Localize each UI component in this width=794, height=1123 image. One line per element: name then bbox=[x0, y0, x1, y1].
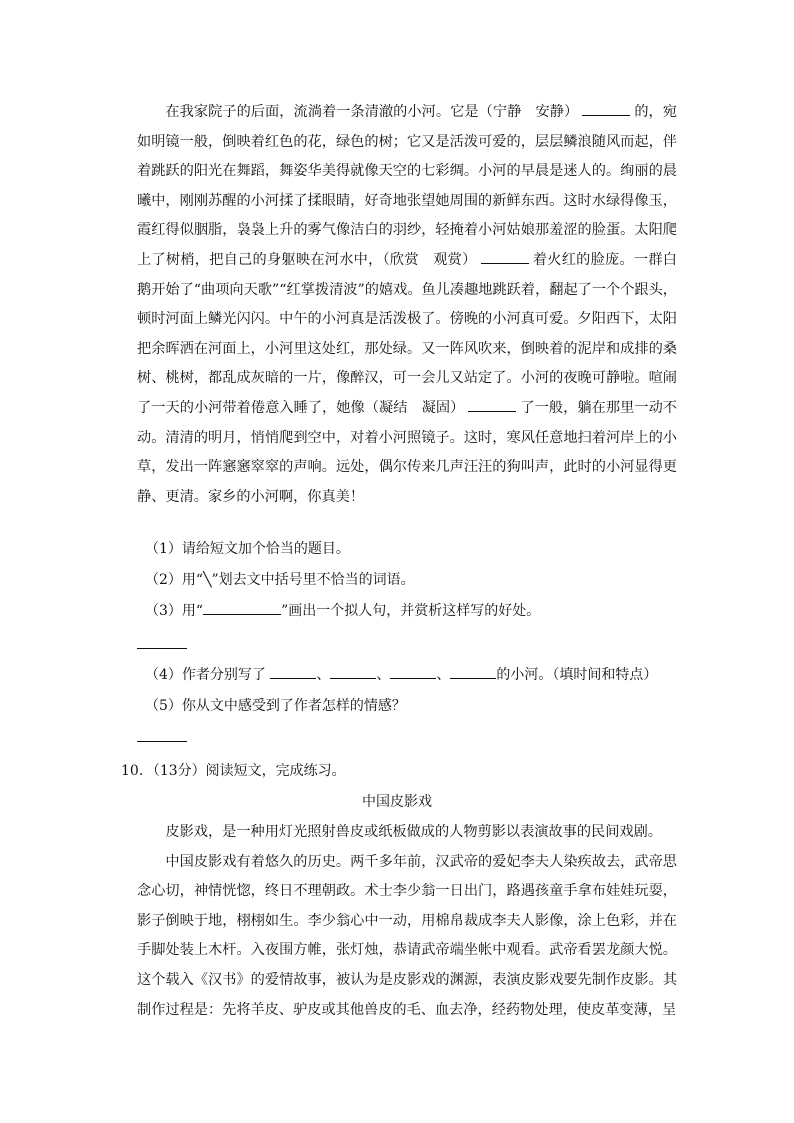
question-10-heading: 10．（13分）阅读短文，完成练习。 bbox=[121, 763, 346, 779]
question-3 bbox=[145, 600, 540, 620]
answer-blank[interactable] bbox=[390, 664, 436, 679]
answer-blank[interactable] bbox=[450, 664, 496, 679]
text-segment: 的，宛如明镜一般，倒映着红色的花，绿色的树；它又是活泼可爱的，层层鳞浪随风而起，伴着跳跃的阳光在舞蹈，舞姿华美得就像天空的七彩绸。小河的早晨是迷人的。绚丽的晨曦中，刚刚苏醒的小河揉了揉眼睛，好奇地张望她周围的新鲜东西。这时水绿得像玉，霞红得似胭脂，袅袅上升的雾气像洁白的羽纱，轻掩着小河姑娘那羞涩的脸蛋。太阳爬上了树梢，把自己的身躯映在河水中，（欣赏 观赏） bbox=[137, 104, 677, 268]
question-4 bbox=[145, 664, 657, 684]
passage-title: 中国皮影戏 bbox=[362, 794, 432, 810]
separator: 、 bbox=[376, 667, 391, 683]
text-segment: （3）用“ bbox=[145, 603, 204, 619]
question-1: （1）请给短文加个恰当的题目。 bbox=[145, 541, 350, 557]
question-2: （2）用“╲”划去文中括号里不恰当的词语。 bbox=[145, 572, 415, 588]
answer-blank[interactable] bbox=[582, 101, 630, 116]
text-segment: 着火红的脸庞。一群白鹅开始了“曲项向天歌”“红掌拨清波”的嬉戏。鱼儿凑趣地跳跃着，翻起了一个个跟头，顿时河面上鳞光闪闪。中午的小河真是活泼极了。傍晚的小河真可爱。夕阳西下，太阳把余晖洒在河面上，小河里这处红，那处绿。又一阵风吹来，倒映着的泥岸和成排的桑树、桃树，都乱成灰暗的一片，像醉汉，可一会儿又站定了。小河的夜晚可静啦。喧闹了一天的小河带着倦意入睡了，她像（凝结 凝固） bbox=[137, 251, 677, 416]
text-segment: 在我家院子的后面，流淌着一条清澈的小河。它是（宁静 安静） bbox=[165, 104, 579, 120]
text-segment: 的小河。（填时间和特点） bbox=[496, 667, 658, 683]
text-segment: ”画出一个拟人句，并赏析这样写的好处。 bbox=[281, 603, 541, 619]
answer-blank[interactable] bbox=[468, 397, 516, 412]
passage-river-paragraph bbox=[137, 98, 677, 512]
passage-river bbox=[137, 98, 677, 512]
separator: 、 bbox=[316, 667, 331, 683]
answer-blank[interactable] bbox=[330, 664, 376, 679]
question-5: （5）你从文中感受到了作者怎样的情感？ bbox=[145, 698, 406, 714]
passage-shadow-play bbox=[137, 818, 677, 1025]
answer-blank[interactable] bbox=[270, 664, 316, 679]
text-segment: 了一般，躺在那里一动不动。清清的明月，悄悄爬到空中，对着小河照镜子。这时，寒风任意地扫着河岸上的小草，发出一阵窸窸窣窣的声响。远处，偶尔传来几声汪汪的狗叫声，此时的小河显得更静、更清。家乡的小河啊，你真美！ bbox=[137, 399, 677, 505]
paragraph-2: 中国皮影戏有着悠久的历史。两千多年前，汉武帝的爱妃李夫人染疾故去，武帝思念心切，神情恍惚，终日不理朝政。术士李少翁一日出门，路遇孩童手拿布娃娃玩耍，影子倒映于地，栩栩如生。李少翁心中一动，用棉帛裁成李夫人影像，涂上色彩，并在手脚处装上木杆。入夜围方帷，张灯烛，恭请武帝端坐帐中观看。武帝看罢龙颜大悦。这个载入《汉书》的爱情故事，被认为是皮影戏的渊源，表演皮影戏要先制作皮影。其制作过程是：先将羊皮、驴皮或其他兽皮的毛、血去净，经药物处理，使皮革变薄，呈 bbox=[137, 853, 677, 1018]
answer-line-5[interactable] bbox=[137, 741, 187, 742]
answer-blank[interactable] bbox=[481, 249, 529, 264]
text-segment: （4）作者分别写了 bbox=[145, 667, 266, 683]
separator: 、 bbox=[436, 667, 451, 683]
underline-sample bbox=[203, 600, 281, 615]
answer-line-3[interactable] bbox=[137, 648, 187, 649]
paragraph-1: 皮影戏，是一种用灯光照射兽皮或纸板做成的人物剪影以表演故事的民间戏剧。 bbox=[165, 824, 662, 840]
